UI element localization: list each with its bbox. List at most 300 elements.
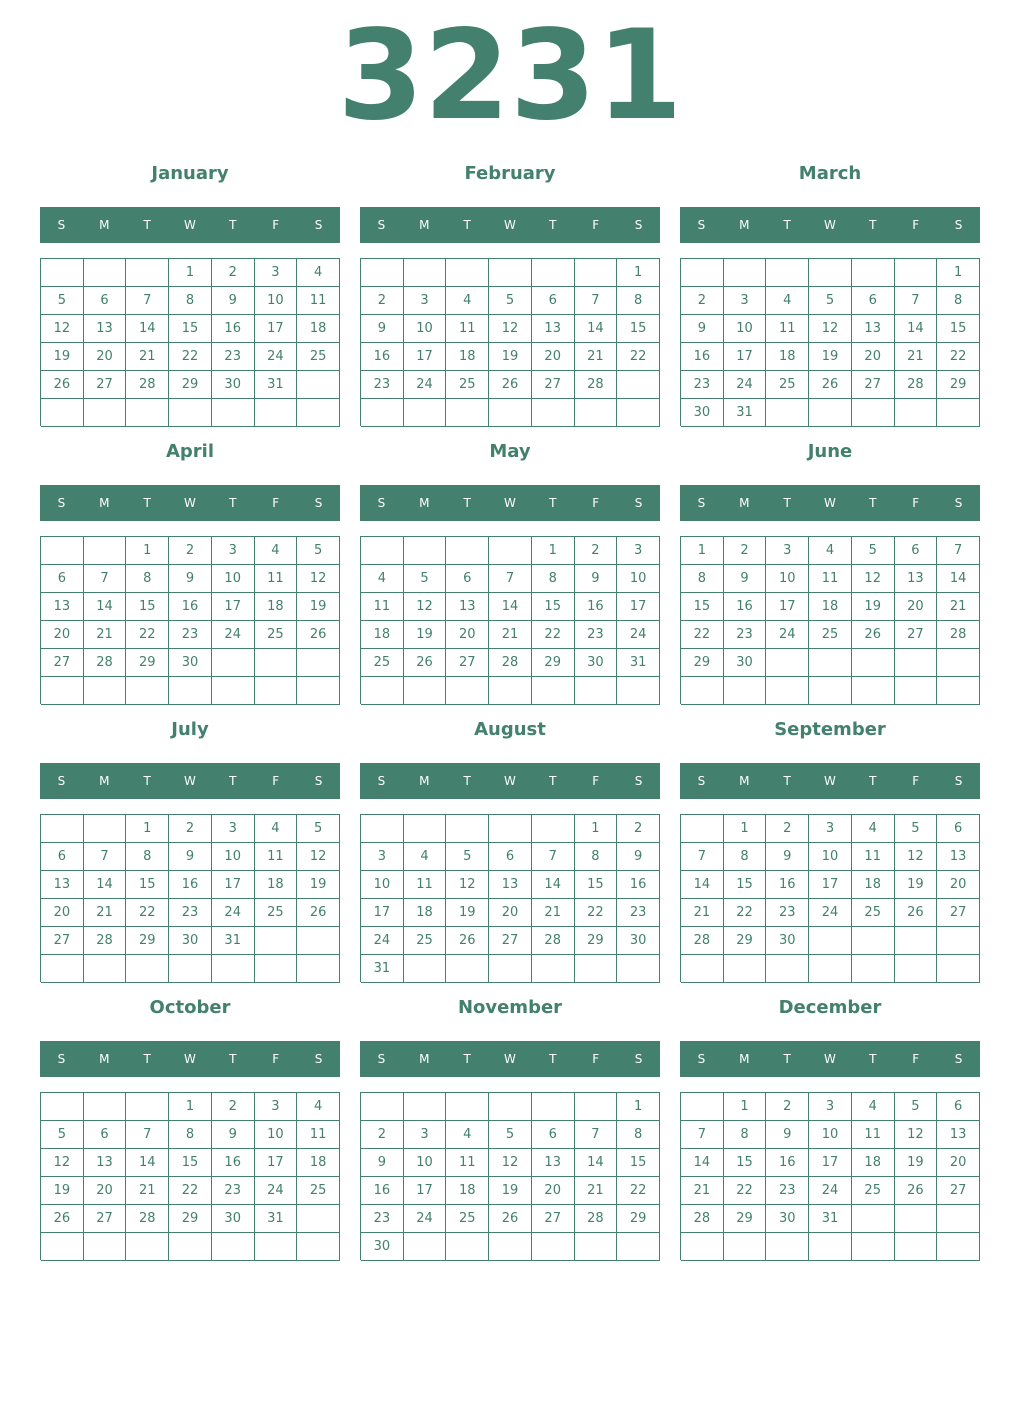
- empty-day-cell: [532, 399, 575, 427]
- day-cell: 16: [617, 871, 660, 899]
- empty-day-cell: [895, 1233, 938, 1261]
- month-name: May: [489, 441, 531, 462]
- day-cell: 3: [255, 259, 298, 287]
- day-cell: 3: [766, 537, 809, 565]
- day-cell: 8: [532, 565, 575, 593]
- weekday-label: M: [99, 496, 110, 510]
- day-cell: 19: [404, 621, 447, 649]
- weekday-label: W: [184, 496, 196, 510]
- day-cell: 9: [169, 843, 212, 871]
- day-cell: 18: [446, 343, 489, 371]
- day-cell: 25: [255, 621, 298, 649]
- day-cell: 6: [446, 565, 489, 593]
- day-cell: 8: [575, 843, 618, 871]
- empty-day-cell: [617, 371, 660, 399]
- weekday-header: [360, 1041, 660, 1077]
- empty-day-cell: [766, 399, 809, 427]
- day-cell: 3: [809, 1093, 852, 1121]
- weekday-header: [40, 763, 340, 799]
- empty-day-cell: [41, 955, 84, 983]
- day-cell: 20: [446, 621, 489, 649]
- empty-day-cell: [681, 955, 724, 983]
- empty-day-cell: [617, 1233, 660, 1261]
- day-cell: 31: [809, 1205, 852, 1233]
- days-grid: [360, 1092, 660, 1260]
- day-cell: 20: [489, 899, 532, 927]
- day-cell: 10: [809, 1121, 852, 1149]
- weekday-label: S: [954, 496, 963, 510]
- day-cell: 23: [169, 899, 212, 927]
- day-cell: 28: [489, 649, 532, 677]
- day-cell: 2: [766, 815, 809, 843]
- day-cell: 15: [169, 315, 212, 343]
- empty-day-cell: [575, 1233, 618, 1261]
- empty-day-cell: [766, 649, 809, 677]
- month-december: [680, 994, 980, 1272]
- day-cell: 17: [212, 871, 255, 899]
- empty-day-cell: [724, 1233, 767, 1261]
- weekday-label: S: [634, 496, 643, 510]
- days-grid: [40, 814, 340, 982]
- day-cell: 27: [895, 621, 938, 649]
- weekday-label: F: [912, 218, 920, 232]
- days-grid: [680, 258, 980, 426]
- day-cell: 22: [617, 343, 660, 371]
- day-cell: 23: [212, 343, 255, 371]
- weekday-label: W: [184, 218, 196, 232]
- day-cell: 16: [361, 1177, 404, 1205]
- day-cell: 12: [489, 315, 532, 343]
- empty-day-cell: [681, 815, 724, 843]
- weekday-label: S: [697, 1052, 706, 1066]
- empty-day-cell: [895, 927, 938, 955]
- empty-day-cell: [852, 927, 895, 955]
- empty-day-cell: [212, 399, 255, 427]
- weekday-label: T: [143, 1052, 151, 1066]
- day-cell: 2: [361, 1121, 404, 1149]
- day-cell: 12: [895, 843, 938, 871]
- day-cell: 16: [361, 343, 404, 371]
- day-cell: 12: [852, 565, 895, 593]
- empty-day-cell: [489, 1093, 532, 1121]
- empty-day-cell: [297, 1233, 340, 1261]
- day-cell: 5: [895, 815, 938, 843]
- day-cell: 21: [126, 1177, 169, 1205]
- weekday-label: T: [549, 496, 557, 510]
- weekday-label: S: [314, 496, 323, 510]
- empty-day-cell: [937, 399, 980, 427]
- day-cell: 25: [361, 649, 404, 677]
- empty-day-cell: [41, 677, 84, 705]
- weekday-label: F: [592, 774, 600, 788]
- day-cell: 26: [852, 621, 895, 649]
- empty-day-cell: [895, 955, 938, 983]
- day-cell: 30: [724, 649, 767, 677]
- day-cell: 16: [169, 871, 212, 899]
- day-cell: 17: [617, 593, 660, 621]
- empty-day-cell: [724, 259, 767, 287]
- day-cell: 25: [297, 1177, 340, 1205]
- day-cell: 13: [532, 315, 575, 343]
- day-cell: 24: [255, 343, 298, 371]
- day-cell: 28: [895, 371, 938, 399]
- day-cell: 26: [446, 927, 489, 955]
- days-grid: [360, 814, 660, 982]
- day-cell: 25: [852, 899, 895, 927]
- day-cell: 27: [937, 899, 980, 927]
- day-cell: 15: [126, 593, 169, 621]
- day-cell: 22: [724, 1177, 767, 1205]
- day-cell: 31: [255, 371, 298, 399]
- day-cell: 22: [532, 621, 575, 649]
- days-grid: [40, 1092, 340, 1260]
- day-cell: 19: [489, 343, 532, 371]
- day-cell: 19: [297, 871, 340, 899]
- empty-day-cell: [212, 677, 255, 705]
- weekday-label: F: [272, 1052, 280, 1066]
- day-cell: 23: [681, 371, 724, 399]
- weekday-header: [680, 485, 980, 521]
- day-cell: 18: [852, 1149, 895, 1177]
- weekday-label: F: [592, 496, 600, 510]
- day-cell: 2: [361, 287, 404, 315]
- weekday-label: S: [377, 218, 386, 232]
- day-cell: 13: [84, 315, 127, 343]
- day-cell: 12: [297, 843, 340, 871]
- day-cell: 5: [404, 565, 447, 593]
- weekday-label: S: [634, 1052, 643, 1066]
- weekday-label: S: [314, 1052, 323, 1066]
- empty-day-cell: [532, 259, 575, 287]
- weekday-header: [40, 1041, 340, 1077]
- empty-day-cell: [575, 955, 618, 983]
- empty-day-cell: [297, 927, 340, 955]
- month-september: [680, 716, 980, 994]
- empty-day-cell: [297, 1205, 340, 1233]
- weekday-label: M: [739, 218, 750, 232]
- day-cell: 10: [404, 315, 447, 343]
- empty-day-cell: [255, 649, 298, 677]
- day-cell: 31: [212, 927, 255, 955]
- month-may: [360, 438, 660, 716]
- day-cell: 2: [169, 537, 212, 565]
- day-cell: 7: [84, 843, 127, 871]
- day-cell: 5: [297, 537, 340, 565]
- day-cell: 28: [532, 927, 575, 955]
- weekday-header: [680, 1041, 980, 1077]
- day-cell: 13: [532, 1149, 575, 1177]
- day-cell: 6: [84, 287, 127, 315]
- day-cell: 27: [937, 1177, 980, 1205]
- day-cell: 21: [575, 1177, 618, 1205]
- day-cell: 30: [169, 649, 212, 677]
- empty-day-cell: [617, 677, 660, 705]
- empty-day-cell: [297, 399, 340, 427]
- day-cell: 6: [489, 843, 532, 871]
- empty-day-cell: [361, 1093, 404, 1121]
- weekday-label: T: [869, 1052, 877, 1066]
- day-cell: 21: [84, 899, 127, 927]
- empty-day-cell: [404, 399, 447, 427]
- empty-day-cell: [681, 1093, 724, 1121]
- weekday-label: S: [697, 774, 706, 788]
- empty-day-cell: [84, 815, 127, 843]
- weekday-label: F: [272, 218, 280, 232]
- day-cell: 15: [169, 1149, 212, 1177]
- empty-day-cell: [212, 649, 255, 677]
- day-cell: 14: [681, 871, 724, 899]
- day-cell: 30: [575, 649, 618, 677]
- empty-day-cell: [446, 259, 489, 287]
- day-cell: 27: [41, 927, 84, 955]
- day-cell: 21: [575, 343, 618, 371]
- empty-day-cell: [255, 1233, 298, 1261]
- day-cell: 18: [446, 1177, 489, 1205]
- day-cell: 23: [361, 1205, 404, 1233]
- day-cell: 22: [617, 1177, 660, 1205]
- day-cell: 8: [724, 1121, 767, 1149]
- day-cell: 12: [297, 565, 340, 593]
- day-cell: 20: [84, 343, 127, 371]
- day-cell: 30: [766, 1205, 809, 1233]
- day-cell: 8: [681, 565, 724, 593]
- empty-day-cell: [937, 1233, 980, 1261]
- empty-day-cell: [575, 259, 618, 287]
- day-cell: 29: [532, 649, 575, 677]
- day-cell: 15: [532, 593, 575, 621]
- day-cell: 6: [84, 1121, 127, 1149]
- day-cell: 29: [937, 371, 980, 399]
- days-grid: [680, 536, 980, 704]
- day-cell: 26: [41, 1205, 84, 1233]
- months-grid: [40, 160, 980, 1272]
- empty-day-cell: [446, 815, 489, 843]
- day-cell: 4: [766, 287, 809, 315]
- day-cell: 25: [255, 899, 298, 927]
- empty-day-cell: [532, 1233, 575, 1261]
- day-cell: 16: [575, 593, 618, 621]
- weekday-label: T: [229, 218, 237, 232]
- empty-day-cell: [575, 399, 618, 427]
- empty-day-cell: [937, 649, 980, 677]
- empty-day-cell: [84, 259, 127, 287]
- day-cell: 20: [532, 343, 575, 371]
- day-cell: 20: [937, 1149, 980, 1177]
- month-october: [40, 994, 340, 1272]
- month-january: [40, 160, 340, 438]
- day-cell: 15: [681, 593, 724, 621]
- day-cell: 2: [724, 537, 767, 565]
- day-cell: 21: [489, 621, 532, 649]
- weekday-label: W: [504, 218, 516, 232]
- day-cell: 1: [169, 1093, 212, 1121]
- day-cell: 1: [724, 815, 767, 843]
- month-august: [360, 716, 660, 994]
- weekday-label: T: [783, 218, 791, 232]
- weekday-label: M: [99, 218, 110, 232]
- day-cell: 12: [446, 871, 489, 899]
- day-cell: 9: [361, 315, 404, 343]
- empty-day-cell: [617, 955, 660, 983]
- day-cell: 29: [724, 927, 767, 955]
- day-cell: 4: [852, 815, 895, 843]
- empty-day-cell: [126, 399, 169, 427]
- empty-day-cell: [126, 259, 169, 287]
- empty-day-cell: [126, 677, 169, 705]
- weekday-header: [40, 207, 340, 243]
- weekday-label: T: [869, 218, 877, 232]
- day-cell: 23: [724, 621, 767, 649]
- day-cell: 18: [404, 899, 447, 927]
- month-name: June: [807, 441, 853, 462]
- day-cell: 9: [766, 1121, 809, 1149]
- weekday-label: W: [184, 774, 196, 788]
- day-cell: 30: [169, 927, 212, 955]
- day-cell: 6: [937, 1093, 980, 1121]
- month-name: October: [149, 997, 231, 1018]
- empty-day-cell: [41, 1233, 84, 1261]
- day-cell: 19: [489, 1177, 532, 1205]
- weekday-label: S: [314, 774, 323, 788]
- day-cell: 27: [489, 927, 532, 955]
- weekday-label: M: [739, 496, 750, 510]
- empty-day-cell: [84, 1093, 127, 1121]
- day-cell: 28: [681, 927, 724, 955]
- empty-day-cell: [852, 399, 895, 427]
- empty-day-cell: [446, 955, 489, 983]
- days-grid: [40, 536, 340, 704]
- day-cell: 2: [681, 287, 724, 315]
- day-cell: 20: [852, 343, 895, 371]
- empty-day-cell: [446, 1233, 489, 1261]
- empty-day-cell: [212, 955, 255, 983]
- weekday-label: M: [739, 1052, 750, 1066]
- empty-day-cell: [169, 399, 212, 427]
- empty-day-cell: [809, 399, 852, 427]
- day-cell: 9: [361, 1149, 404, 1177]
- day-cell: 8: [169, 287, 212, 315]
- day-cell: 31: [724, 399, 767, 427]
- day-cell: 11: [255, 565, 298, 593]
- weekday-label: S: [697, 218, 706, 232]
- empty-day-cell: [489, 677, 532, 705]
- day-cell: 15: [724, 1149, 767, 1177]
- weekday-label: T: [463, 1052, 471, 1066]
- day-cell: 4: [404, 843, 447, 871]
- day-cell: 17: [809, 871, 852, 899]
- day-cell: 27: [84, 371, 127, 399]
- day-cell: 14: [126, 1149, 169, 1177]
- day-cell: 3: [809, 815, 852, 843]
- weekday-label: S: [57, 496, 66, 510]
- weekday-label: T: [229, 496, 237, 510]
- empty-day-cell: [809, 1233, 852, 1261]
- weekday-label: W: [824, 218, 836, 232]
- weekday-label: T: [549, 218, 557, 232]
- weekday-label: M: [739, 774, 750, 788]
- day-cell: 8: [126, 565, 169, 593]
- empty-day-cell: [446, 677, 489, 705]
- day-cell: 10: [404, 1149, 447, 1177]
- day-cell: 30: [766, 927, 809, 955]
- day-cell: 8: [617, 287, 660, 315]
- day-cell: 11: [297, 1121, 340, 1149]
- day-cell: 21: [126, 343, 169, 371]
- day-cell: 12: [41, 315, 84, 343]
- day-cell: 8: [617, 1121, 660, 1149]
- month-name: November: [457, 997, 563, 1018]
- day-cell: 26: [297, 899, 340, 927]
- day-cell: 12: [809, 315, 852, 343]
- day-cell: 10: [766, 565, 809, 593]
- empty-day-cell: [809, 677, 852, 705]
- day-cell: 14: [489, 593, 532, 621]
- day-cell: 13: [41, 593, 84, 621]
- day-cell: 11: [404, 871, 447, 899]
- day-cell: 19: [41, 343, 84, 371]
- day-cell: 4: [446, 287, 489, 315]
- day-cell: 22: [937, 343, 980, 371]
- empty-day-cell: [361, 815, 404, 843]
- day-cell: 26: [41, 371, 84, 399]
- day-cell: 8: [937, 287, 980, 315]
- day-cell: 9: [617, 843, 660, 871]
- month-november: [360, 994, 660, 1272]
- empty-day-cell: [681, 259, 724, 287]
- month-february: [360, 160, 660, 438]
- day-cell: 4: [852, 1093, 895, 1121]
- day-cell: 26: [895, 899, 938, 927]
- day-cell: 2: [766, 1093, 809, 1121]
- day-cell: 10: [255, 1121, 298, 1149]
- day-cell: 1: [617, 259, 660, 287]
- day-cell: 27: [532, 371, 575, 399]
- day-cell: 24: [809, 1177, 852, 1205]
- day-cell: 1: [126, 815, 169, 843]
- day-cell: 8: [169, 1121, 212, 1149]
- day-cell: 20: [895, 593, 938, 621]
- day-cell: 29: [575, 927, 618, 955]
- weekday-label: M: [419, 1052, 430, 1066]
- weekday-label: S: [57, 774, 66, 788]
- day-cell: 24: [809, 899, 852, 927]
- empty-day-cell: [809, 259, 852, 287]
- day-cell: 3: [212, 537, 255, 565]
- empty-day-cell: [489, 399, 532, 427]
- day-cell: 24: [766, 621, 809, 649]
- empty-day-cell: [297, 677, 340, 705]
- day-cell: 2: [575, 537, 618, 565]
- day-cell: 28: [575, 1205, 618, 1233]
- day-cell: 10: [724, 315, 767, 343]
- month-name: April: [165, 441, 215, 462]
- day-cell: 3: [617, 537, 660, 565]
- day-cell: 18: [361, 621, 404, 649]
- empty-day-cell: [297, 955, 340, 983]
- day-cell: 16: [766, 1149, 809, 1177]
- empty-day-cell: [41, 259, 84, 287]
- day-cell: 17: [404, 343, 447, 371]
- day-cell: 13: [84, 1149, 127, 1177]
- day-cell: 26: [489, 371, 532, 399]
- empty-day-cell: [617, 399, 660, 427]
- day-cell: 4: [361, 565, 404, 593]
- empty-day-cell: [84, 955, 127, 983]
- empty-day-cell: [489, 537, 532, 565]
- day-cell: 14: [895, 315, 938, 343]
- days-grid: [360, 258, 660, 426]
- empty-day-cell: [489, 259, 532, 287]
